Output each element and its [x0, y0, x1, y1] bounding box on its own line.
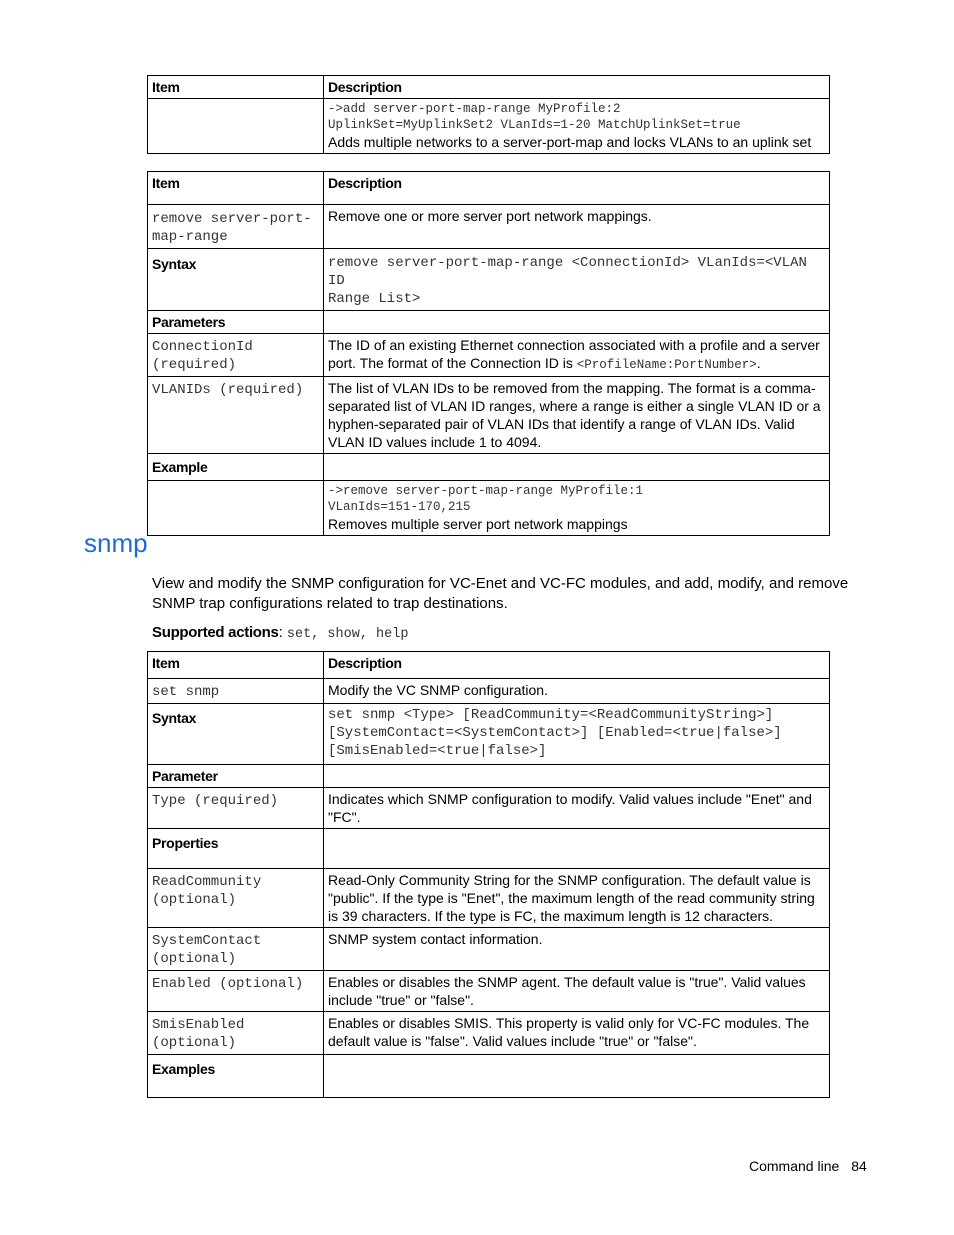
header-item: Item [148, 172, 324, 205]
example-row [148, 481, 830, 536]
param-name: Type (required) [148, 788, 324, 829]
command-name: remove server-port- map-range [148, 205, 324, 249]
table-header-row [148, 172, 830, 205]
table-row [148, 971, 830, 1012]
example-text: Adds multiple networks to a server-port-map and locks VLANs to an uplink set [328, 134, 812, 150]
param-format-code: <ProfileName:PortNumber> [576, 358, 757, 372]
syntax-value: set snmp <Type> [ReadCommunity=<ReadCommunityString>] [SystemContact=<SystemContact>] [Enabled=<true|false>] [SmisEnabled=<true|false>] [324, 704, 830, 765]
param-text: The ID of an existing Ethernet connection associated with a profile and a server port. The format of the Connection ID is [328, 337, 820, 371]
param-text-end: . [756, 355, 761, 371]
command-row [148, 205, 830, 249]
supported-actions-separator: : [278, 624, 287, 641]
example-label-row [148, 454, 830, 481]
parameter-label-row [148, 765, 830, 788]
property-name: SystemContact (optional) [148, 928, 324, 971]
syntax-row [148, 704, 830, 765]
table-row [148, 1012, 830, 1055]
command-name: set snmp [148, 679, 324, 704]
property-name: ReadCommunity (optional) [148, 869, 324, 928]
table-row [148, 377, 830, 454]
set-snmp-table [147, 651, 830, 1098]
empty-cell [324, 454, 830, 481]
property-description: SNMP system contact information. [324, 928, 830, 971]
supported-actions-list: set, show, help [286, 627, 409, 642]
empty-cell [324, 311, 830, 334]
footer-section: Command line [749, 1158, 840, 1174]
example-code: ->add server-port-map-range MyProfile:2 UplinkSet=MyUplinkSet2 VLanIds=1-20 MatchUplinkSet=true [328, 102, 741, 132]
example-text: Removes multiple server port network mappings [328, 516, 628, 532]
supported-actions-label: Supported actions [152, 624, 279, 641]
syntax-label: Syntax [148, 704, 324, 765]
table-header-row [148, 652, 830, 679]
table-row [148, 869, 830, 928]
table-header-row [148, 76, 830, 99]
page-number: 84 [851, 1158, 867, 1174]
param-name: VLANIDs (required) [148, 377, 324, 454]
example-cell [324, 481, 830, 536]
section-intro: View and modify the SNMP configuration for VC-Enet and VC-FC modules, and add, modify, and remove SNMP trap configurations related to trap destinations. [152, 575, 849, 612]
syntax-label: Syntax [148, 249, 324, 311]
header-item: Item [148, 76, 324, 99]
examples-label-row [148, 1055, 830, 1098]
empty-cell [148, 99, 324, 154]
param-description: The list of VLAN IDs to be removed from the mapping. The format is a comma-separated list of VLAN ID ranges, where a range is either a single VLAN ID or a hyphen-separated pair of VLAN IDs that identify a range of VLAN IDs. Valid VLAN ID values include 1 to 4094. [324, 377, 830, 454]
parameter-label: Parameter [148, 765, 324, 788]
command-description: Modify the VC SNMP configuration. [324, 679, 830, 704]
page-footer [749, 1158, 867, 1174]
supported-actions [152, 624, 408, 642]
table-row [148, 99, 830, 154]
example-cell [324, 99, 830, 154]
property-name: Enabled (optional) [148, 971, 324, 1012]
syntax-row [148, 249, 830, 311]
example-code: ->remove server-port-map-range MyProfile:1 VLanIds=151-170,215 [328, 484, 644, 514]
add-range-continuation-table [147, 75, 830, 154]
properties-label-row [148, 829, 830, 869]
empty-cell [148, 481, 324, 536]
header-description: Description [324, 76, 830, 99]
table-row [148, 788, 830, 829]
parameters-label: Parameters [148, 311, 324, 334]
property-description: Enables or disables SMIS. This property is valid only for VC-FC modules. The default value is "false". Valid values include "true" or "false". [324, 1012, 830, 1055]
examples-label: Examples [148, 1055, 324, 1098]
param-description: Indicates which SNMP configuration to modify. Valid values include "Enet" and "FC". [324, 788, 830, 829]
command-description: Remove one or more server port network mappings. [324, 205, 830, 249]
property-name: SmisEnabled (optional) [148, 1012, 324, 1055]
param-description [324, 334, 830, 377]
param-name: ConnectionId (required) [148, 334, 324, 377]
property-description: Enables or disables the SNMP agent. The default value is "true". Valid values include "true" or "false". [324, 971, 830, 1012]
header-description: Description [324, 172, 830, 205]
empty-cell [324, 765, 830, 788]
property-description: Read-Only Community String for the SNMP configuration. The default value is "public". If the type is "Enet", the maximum length of the read community string is 39 characters. If the type is FC, the maximum length is 12 characters. [324, 869, 830, 928]
command-row [148, 679, 830, 704]
header-description: Description [324, 652, 830, 679]
header-item: Item [148, 652, 324, 679]
table-row [148, 334, 830, 377]
empty-cell [324, 1055, 830, 1098]
empty-cell [324, 829, 830, 869]
properties-label: Properties [148, 829, 324, 869]
section-heading: snmp [84, 528, 148, 558]
table-row [148, 928, 830, 971]
parameters-label-row [148, 311, 830, 334]
syntax-value: remove server-port-map-range <ConnectionId> VLanIds=<VLAN ID Range List> [324, 249, 830, 311]
remove-server-port-map-range-table [147, 171, 830, 536]
example-label: Example [148, 454, 324, 481]
